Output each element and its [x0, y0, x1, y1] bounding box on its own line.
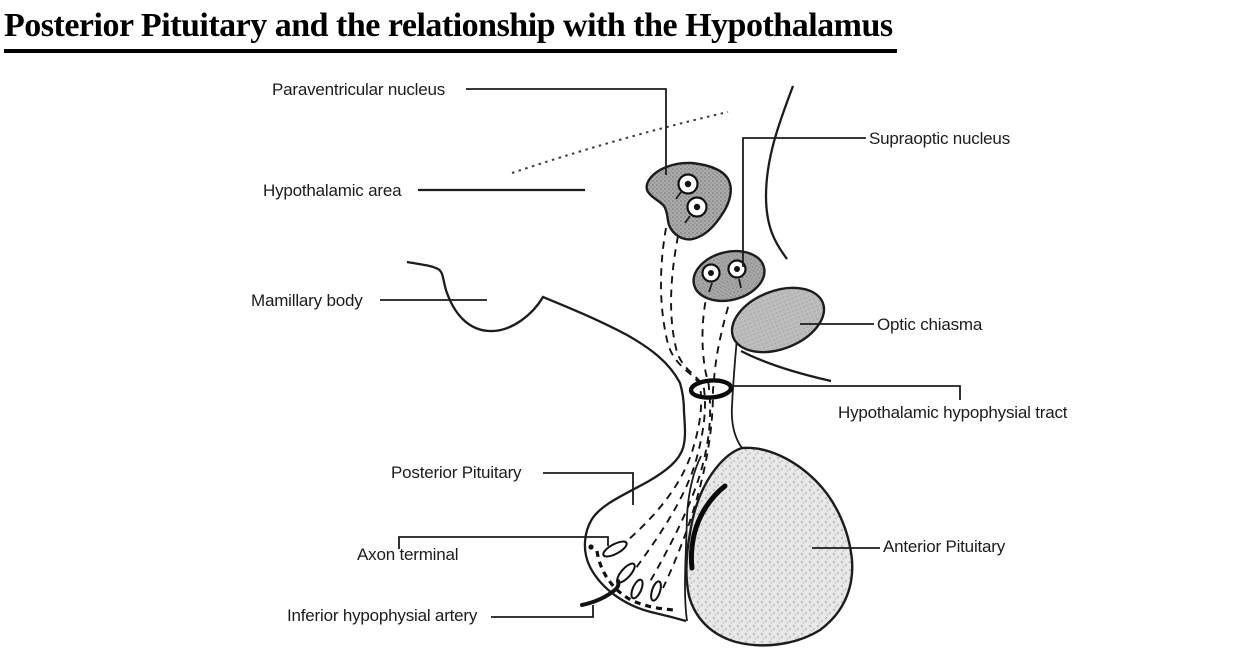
anterior-pituitary-lobe [686, 448, 852, 646]
anterior-pituitary-label: Anterior Pituitary [883, 537, 1006, 556]
infundibulum-right-curve [741, 351, 831, 381]
figure-title: Posterior Pituitary and the relationship with the Hypothalamus [4, 5, 897, 53]
mamillary-body-label: Mamillary body [251, 291, 363, 310]
capillary-dashed-curve [597, 551, 674, 610]
optic-chiasma-label: Optic chiasma [877, 315, 983, 334]
posterior-pituitary-label: Posterior Pituitary [391, 463, 522, 482]
inferior-hypophysial-artery-label: Inferior hypophysial artery [287, 606, 478, 625]
pituitary-stalk-right-edge [732, 338, 742, 448]
third-ventricle-curve [766, 86, 793, 259]
hypothalamic-area-label: Hypothalamic area [263, 181, 402, 200]
axon-terminal-ovals [588, 539, 662, 602]
paraventricular-nucleus-shape [647, 163, 731, 239]
supraoptic-nucleus-label: Supraoptic nucleus [869, 129, 1010, 148]
hypothalamic-hypophysial-tract-label: Hypothalamic hypophysial tract [838, 403, 1068, 422]
tract-ring-marker [690, 379, 731, 399]
hypothalamus-outline [407, 262, 686, 621]
supraoptic-leader [743, 138, 866, 267]
paraventricular-nucleus-label: Paraventricular nucleus [272, 80, 446, 99]
posterior-pituitary-leader [543, 473, 633, 505]
tract-leader [731, 386, 960, 400]
paraventricular-leader [466, 89, 666, 175]
axon-terminal-label: Axon terminal [357, 545, 459, 564]
inferior-artery-leader [491, 605, 593, 617]
